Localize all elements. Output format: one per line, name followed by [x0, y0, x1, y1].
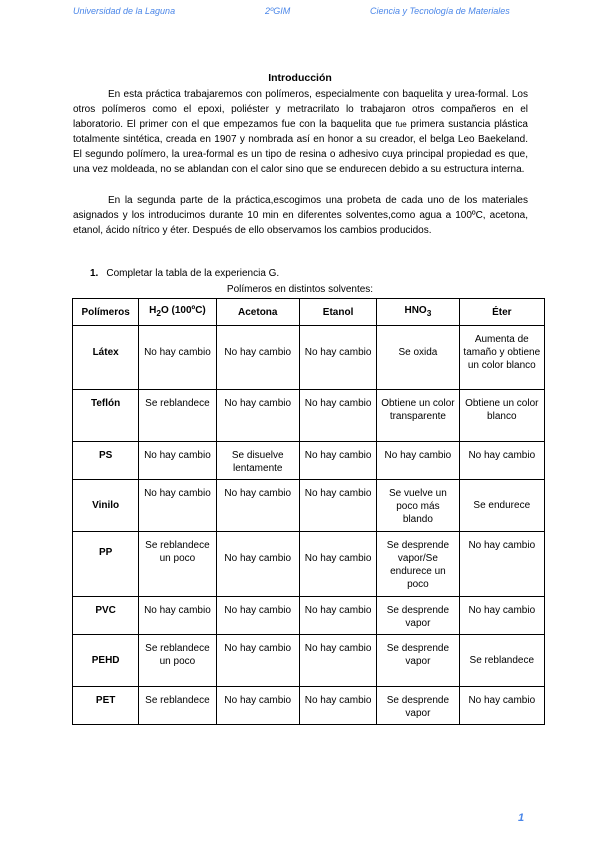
cell-etanol: No hay cambio: [299, 390, 376, 442]
cell-acetona: No hay cambio: [216, 390, 299, 442]
header-eter: Éter: [459, 299, 544, 326]
table-caption: Polímeros en distintos solventes:: [226, 284, 374, 295]
cell-etanol: No hay cambio: [299, 480, 376, 532]
cell-h2o: Se reblandece un poco: [139, 635, 216, 687]
cell-h2o: No hay cambio: [139, 326, 216, 390]
row-name: PVC: [73, 597, 139, 635]
cell-acetona: No hay cambio: [216, 326, 299, 390]
cell-etanol: No hay cambio: [299, 597, 376, 635]
table-row: [73, 532, 545, 597]
cell-eter: Se endurece: [459, 480, 544, 532]
intro-paragraph-1: [73, 87, 528, 177]
header-subject: Ciencia y Tecnología de Materiales: [370, 6, 510, 16]
header-polimeros: Polímeros: [73, 299, 139, 326]
cell-hno3: Se desprende vapor/Se endurece un poco: [377, 532, 459, 597]
page-title: Introducción: [268, 72, 332, 84]
table-row: [73, 635, 545, 687]
paragraph1-part-a: En esta práctica trabajaremos con polímeros, especialmente con baquelita y urea-formal. Los otros polímeros como el epoxi, poliéster y metracrilato lo trabajaron otros compañeros en el laboratorio. El primer con el que empezamos fue con la baquelita que: [73, 89, 528, 130]
cell-etanol: No hay cambio: [299, 442, 376, 480]
cell-acetona: No hay cambio: [216, 597, 299, 635]
cell-h2o: Se reblandece: [139, 390, 216, 442]
table-row: [73, 597, 545, 635]
row-name: PET: [73, 687, 139, 725]
cell-h2o: No hay cambio: [139, 480, 216, 532]
list-item-1: [90, 268, 279, 279]
cell-h2o: No hay cambio: [139, 442, 216, 480]
table-row: [73, 390, 545, 442]
cell-eter: No hay cambio: [459, 687, 544, 725]
cell-hno3: Se oxida: [377, 326, 459, 390]
cell-acetona: No hay cambio: [216, 480, 299, 532]
cell-etanol: No hay cambio: [299, 532, 376, 597]
hno3-sub: 3: [426, 308, 432, 318]
cell-eter: No hay cambio: [459, 597, 544, 635]
cell-eter: No hay cambio: [459, 532, 544, 597]
h2o-sub: 2: [156, 308, 161, 318]
cell-hno3: Se desprende vapor: [377, 635, 459, 687]
row-name: Vinilo: [73, 480, 139, 532]
cell-eter: No hay cambio: [459, 442, 544, 480]
list-number: 1.: [90, 268, 99, 279]
cell-etanol: No hay cambio: [299, 687, 376, 725]
row-name: PS: [73, 442, 139, 480]
header-etanol: Etanol: [299, 299, 376, 326]
h2o-h: H: [149, 305, 157, 316]
header-h2o: [139, 299, 216, 326]
header-hno3: [377, 299, 459, 326]
cell-hno3: Obtiene un color transparente: [377, 390, 459, 442]
page-number: 1: [518, 812, 525, 824]
cell-hno3: Se vuelve un poco más blando: [377, 480, 459, 532]
h2o-rest: O (100ºC): [160, 305, 206, 316]
cell-acetona: No hay cambio: [216, 532, 299, 597]
cell-eter: Obtiene un color blanco: [459, 390, 544, 442]
table-row: [73, 442, 545, 480]
solvents-table: [72, 298, 545, 725]
table-row: [73, 480, 545, 532]
header-acetona: Acetona: [216, 299, 299, 326]
table-header-row: [73, 299, 545, 326]
table-row: [73, 326, 545, 390]
cell-h2o: Se reblandece un poco: [139, 532, 216, 597]
row-name: Teflón: [73, 390, 139, 442]
intro-paragraph-2: [73, 193, 528, 238]
row-name: PP: [73, 532, 139, 597]
row-name: Látex: [73, 326, 139, 390]
header-course: 2ºGIM: [265, 6, 291, 16]
row-name: PEHD: [73, 635, 139, 687]
cell-acetona: Se disuelve lentamente: [216, 442, 299, 480]
hno3-main: HNO: [404, 305, 427, 316]
cell-h2o: No hay cambio: [139, 597, 216, 635]
cell-eter: Se reblandece: [459, 635, 544, 687]
cell-etanol: No hay cambio: [299, 635, 376, 687]
cell-hno3: Se desprende vapor: [377, 687, 459, 725]
cell-acetona: No hay cambio: [216, 687, 299, 725]
paragraph1-small-word: fue: [395, 120, 407, 129]
paragraph1-part-b: primera sustancia plástica totalmente sintética, creada en 1907 y nombrada así en honor a su creador, el belga Leo Baekeland. El segundo polímero, la urea-formal es un tipo de resina o adhesivo cuya principal propiedad es que, una vez moldeada, no se ablandan con el calor sino que se endurecen debido a su estructura interna.: [73, 119, 528, 175]
cell-h2o: Se reblandece: [139, 687, 216, 725]
cell-hno3: Se desprende vapor: [377, 597, 459, 635]
cell-eter: Aumenta de tamaño y obtiene un color blanco: [459, 326, 544, 390]
table-row: [73, 687, 545, 725]
cell-etanol: No hay cambio: [299, 326, 376, 390]
list-text: Completar la tabla de la experiencia G.: [106, 268, 280, 279]
header-university: Universidad de la Laguna: [73, 6, 176, 16]
paragraph2-text: En la segunda parte de la práctica,escogimos una probeta de cada uno de los materiales asignados y los introducimos durante 10 min en diferentes solventes,como agua a 100ºC, acetona, etanol, ácido nítrico y éter. Después de ello observamos los cambios producidos.: [73, 195, 528, 236]
cell-hno3: No hay cambio: [377, 442, 459, 480]
cell-acetona: No hay cambio: [216, 635, 299, 687]
